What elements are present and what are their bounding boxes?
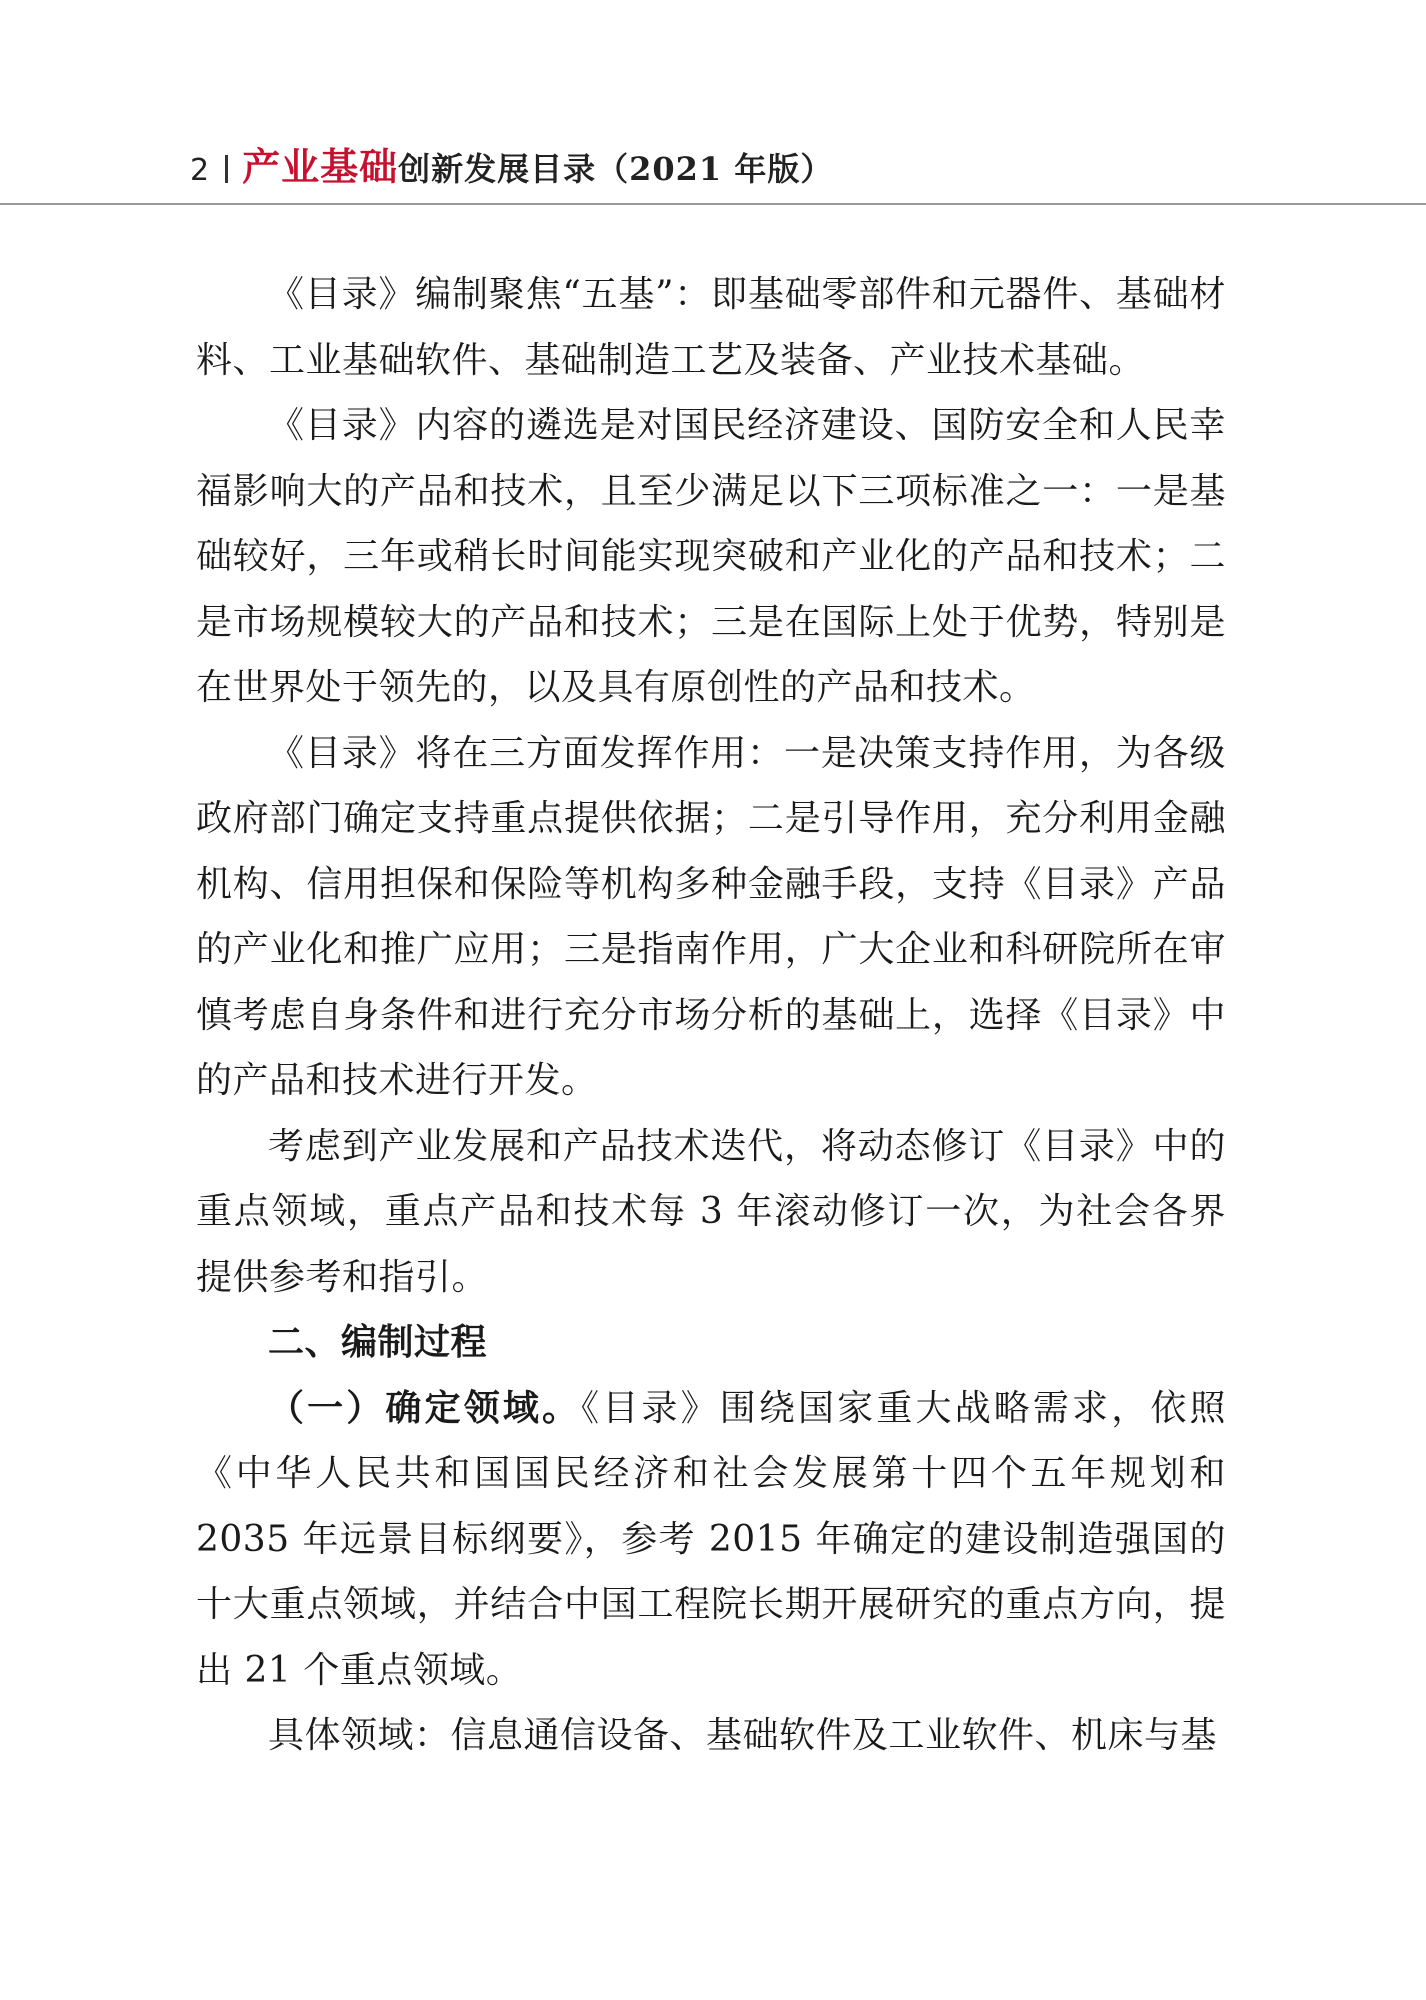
paragraph-roles: 《目录》将在三方面发挥作用：一是决策支持作用，为各级政府部门确定支持重点提供依据；二是引导作用，充分利用金融机构、信用担保和保险等机构多种金融手段，支持《目录》产品的产业化和推广应用；三是指南作用，广大企业和科研院所在审慎考虑自身条件和进行充分市场分析的基础上，选择《目录》中的产品和技术进行开发。: [196, 732, 1226, 1101]
header-divider: [0, 203, 1426, 205]
header-separator: [225, 155, 228, 183]
paragraph-determine-fields: [196, 1376, 1226, 1704]
paragraph-lead: （一）确定领域。: [268, 1386, 582, 1429]
paragraph-specific-fields: 具体领域：信息通信设备、基础软件及工业软件、机床与基: [268, 1715, 1218, 1756]
paragraph-revision: 考虑到产业发展和产品技术迭代，将动态修订《目录》中的重点领域，重点产品和技术每 3 年滚动修订一次，为社会各界提供参考和指引。: [196, 1125, 1226, 1298]
paragraph-lead-body: 《目录》围绕国家重大战略需求，依照《中华人民共和国国民经济和社会发展第十四个五年规划和 2035 年远景目标纲要》，参考 2015 年确定的建设制造强国的十大重点领域，并结合中国工程院长期开展研究的重点方向，提出 21 个重点领域。: [196, 1387, 1226, 1691]
series-title-highlight: 产业基础: [242, 144, 399, 189]
paragraph-five-foundations: 《目录》编制聚焦“五基”：即基础零部件和元器件、基础材料、工业基础软件、基础制造工艺及装备、产业技术基础。: [196, 274, 1226, 381]
page-number: 2: [190, 153, 210, 188]
body-text: [196, 262, 1226, 1769]
series-title: 创新发展目录（2021 年版）: [398, 150, 834, 188]
paragraph-selection-criteria: 《目录》内容的遴选是对国民经济建设、国防安全和人民幸福影响大的产品和技术，且至少满足以下三项标准之一：一是基础较好，三年或稍长时间能实现突破和产业化的产品和技术；二是市场规模较大的产品和技术；三是在国际上处于优势，特别是在世界处于领先的，以及具有原创性的产品和技术。: [196, 405, 1226, 708]
section-heading: 二、编制过程: [268, 1321, 488, 1363]
running-header: [190, 136, 833, 196]
